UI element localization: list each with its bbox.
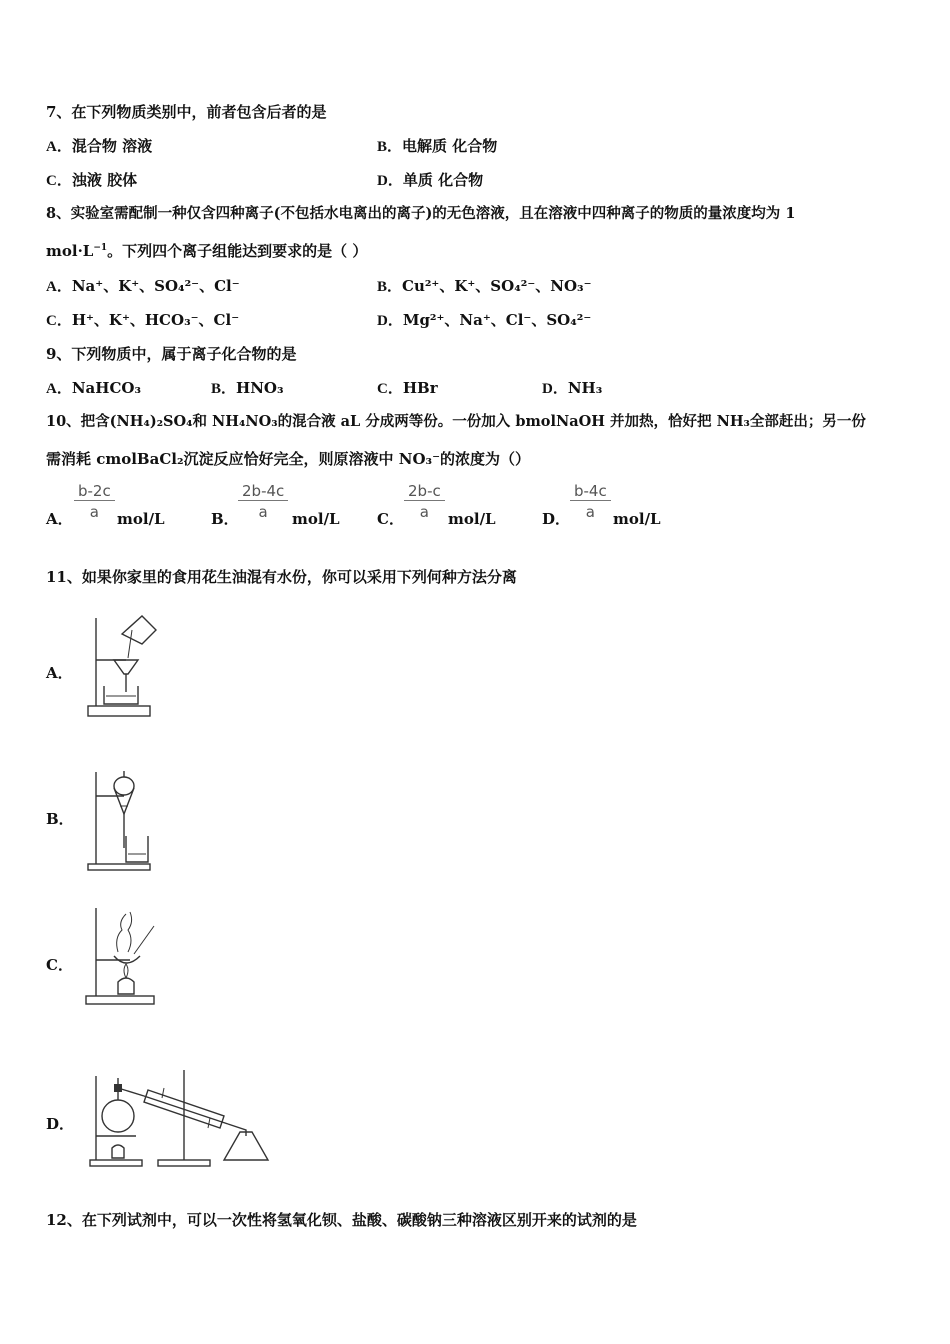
condenser-inner: [144, 1096, 228, 1124]
pouring-beaker: [122, 616, 156, 644]
distilling-flask: [102, 1100, 134, 1132]
q10-option-b-label: B．: [211, 510, 239, 528]
beaker: [104, 686, 138, 704]
funnel: [114, 660, 138, 674]
q9-stem: 9、下列物质中，属于离子化合物的是: [46, 345, 297, 363]
q7-option-c: C．浊液 胶体: [46, 171, 138, 189]
q10-option-b-unit: mol/L: [292, 510, 340, 528]
flame: [124, 964, 128, 978]
q12-stem: 12、在下列试剂中，可以一次性将氢氧化钡、盐酸、碳酸钠三种溶液区别开来的试剂的是: [46, 1211, 637, 1229]
q8-option-b: B．Cu²⁺、K⁺、SO₄²⁻、NO₃⁻: [377, 277, 592, 295]
q9-option-d: D．NH₃: [542, 379, 603, 397]
stand-base-left: [90, 1160, 142, 1166]
q11-stem: 11、如果你家里的食用花生油混有水份，你可以采用下列何种方法分离: [46, 568, 517, 586]
q10-option-c-unit: mol/L: [448, 510, 496, 528]
q9-option-a: A．NaHCO₃: [46, 379, 142, 397]
q10-option-a-fraction: $\frac{b-2c}{a}$: [74, 482, 115, 521]
q11-option-a-label: A．: [46, 664, 73, 682]
q8-option-c: C．H⁺、K⁺、HCO₃⁻、Cl⁻: [46, 311, 240, 329]
stand-base: [88, 706, 150, 716]
q7-option-b: B．电解质 化合物: [377, 137, 498, 155]
q10-option-d-label: D．: [542, 510, 571, 528]
q10-option-c-fraction: $\frac{2b-c}{a}$: [404, 482, 445, 521]
q8-stem-line1: 8、实验室需配制一种仅含四种离子(不包括水电离出的离子)的无色溶液，且在溶液中四种离子的物质的量浓度均为 1: [46, 205, 796, 222]
q7-option-a: A．混合物 溶液: [46, 137, 153, 155]
q11-option-d-label: D．: [46, 1115, 75, 1133]
q10-option-a-unit: mol/L: [117, 510, 165, 528]
stand-base: [88, 864, 150, 870]
alcohol-lamp: [118, 978, 134, 994]
conical-flask: [224, 1132, 268, 1160]
q7-option-d: D．单质 化合物: [377, 171, 484, 189]
adapter: [228, 1124, 246, 1136]
q10-option-d-fraction: $\frac{b-4c}{a}$: [570, 482, 611, 521]
q11-option-c-label: C．: [46, 956, 73, 974]
q10-option-b-fraction: $\frac{2b-4c}{a}$: [238, 482, 288, 521]
stand-base-right: [158, 1160, 210, 1166]
stand-base: [86, 996, 154, 1004]
q9-option-b: B．HNO₃: [211, 379, 284, 397]
glass-rod: [128, 630, 132, 658]
q10-option-a-label: A．: [46, 510, 73, 528]
separatory-funnel-figure: [84, 766, 164, 876]
evaporation-figure: [82, 904, 162, 1010]
beaker: [126, 836, 148, 862]
q11-option-b-label: B．: [46, 810, 74, 828]
q10-option-d-unit: mol/L: [613, 510, 661, 528]
distillation-figure: [86, 1060, 276, 1172]
q8-option-a: A．Na⁺、K⁺、SO₄²⁻、Cl⁻: [46, 277, 240, 295]
q7-stem: 7、在下列物质类别中，前者包含后者的是: [46, 103, 327, 121]
q8-option-d: D．Mg²⁺、Na⁺、Cl⁻、SO₄²⁻: [377, 311, 592, 329]
q9-option-c: C．HBr: [377, 379, 438, 397]
filtration-apparatus-figure: [84, 608, 164, 723]
funnel-body: [114, 777, 134, 795]
steam: [117, 914, 126, 952]
alcohol-lamp: [112, 1145, 124, 1158]
q8-stem-line2: $mol\cdot L^{-1}$。下列四个离子组能达到要求的是（ ）: [46, 242, 368, 260]
q10-stem-line2: 需消耗 cmolBaCl₂沉淀反应恰好完全，则原溶液中 NO₃⁻的浓度为（）: [46, 450, 531, 468]
glass-rod: [134, 926, 154, 954]
q10-option-c-label: C．: [377, 510, 404, 528]
q10-stem-line1: 10、把含(NH₄)₂SO₄和 NH₄NO₃的混合液 aL 分成两等份。一份加入 bmolNaOH 并加热，恰好把 NH₃全部赶出；另一份: [46, 413, 866, 430]
